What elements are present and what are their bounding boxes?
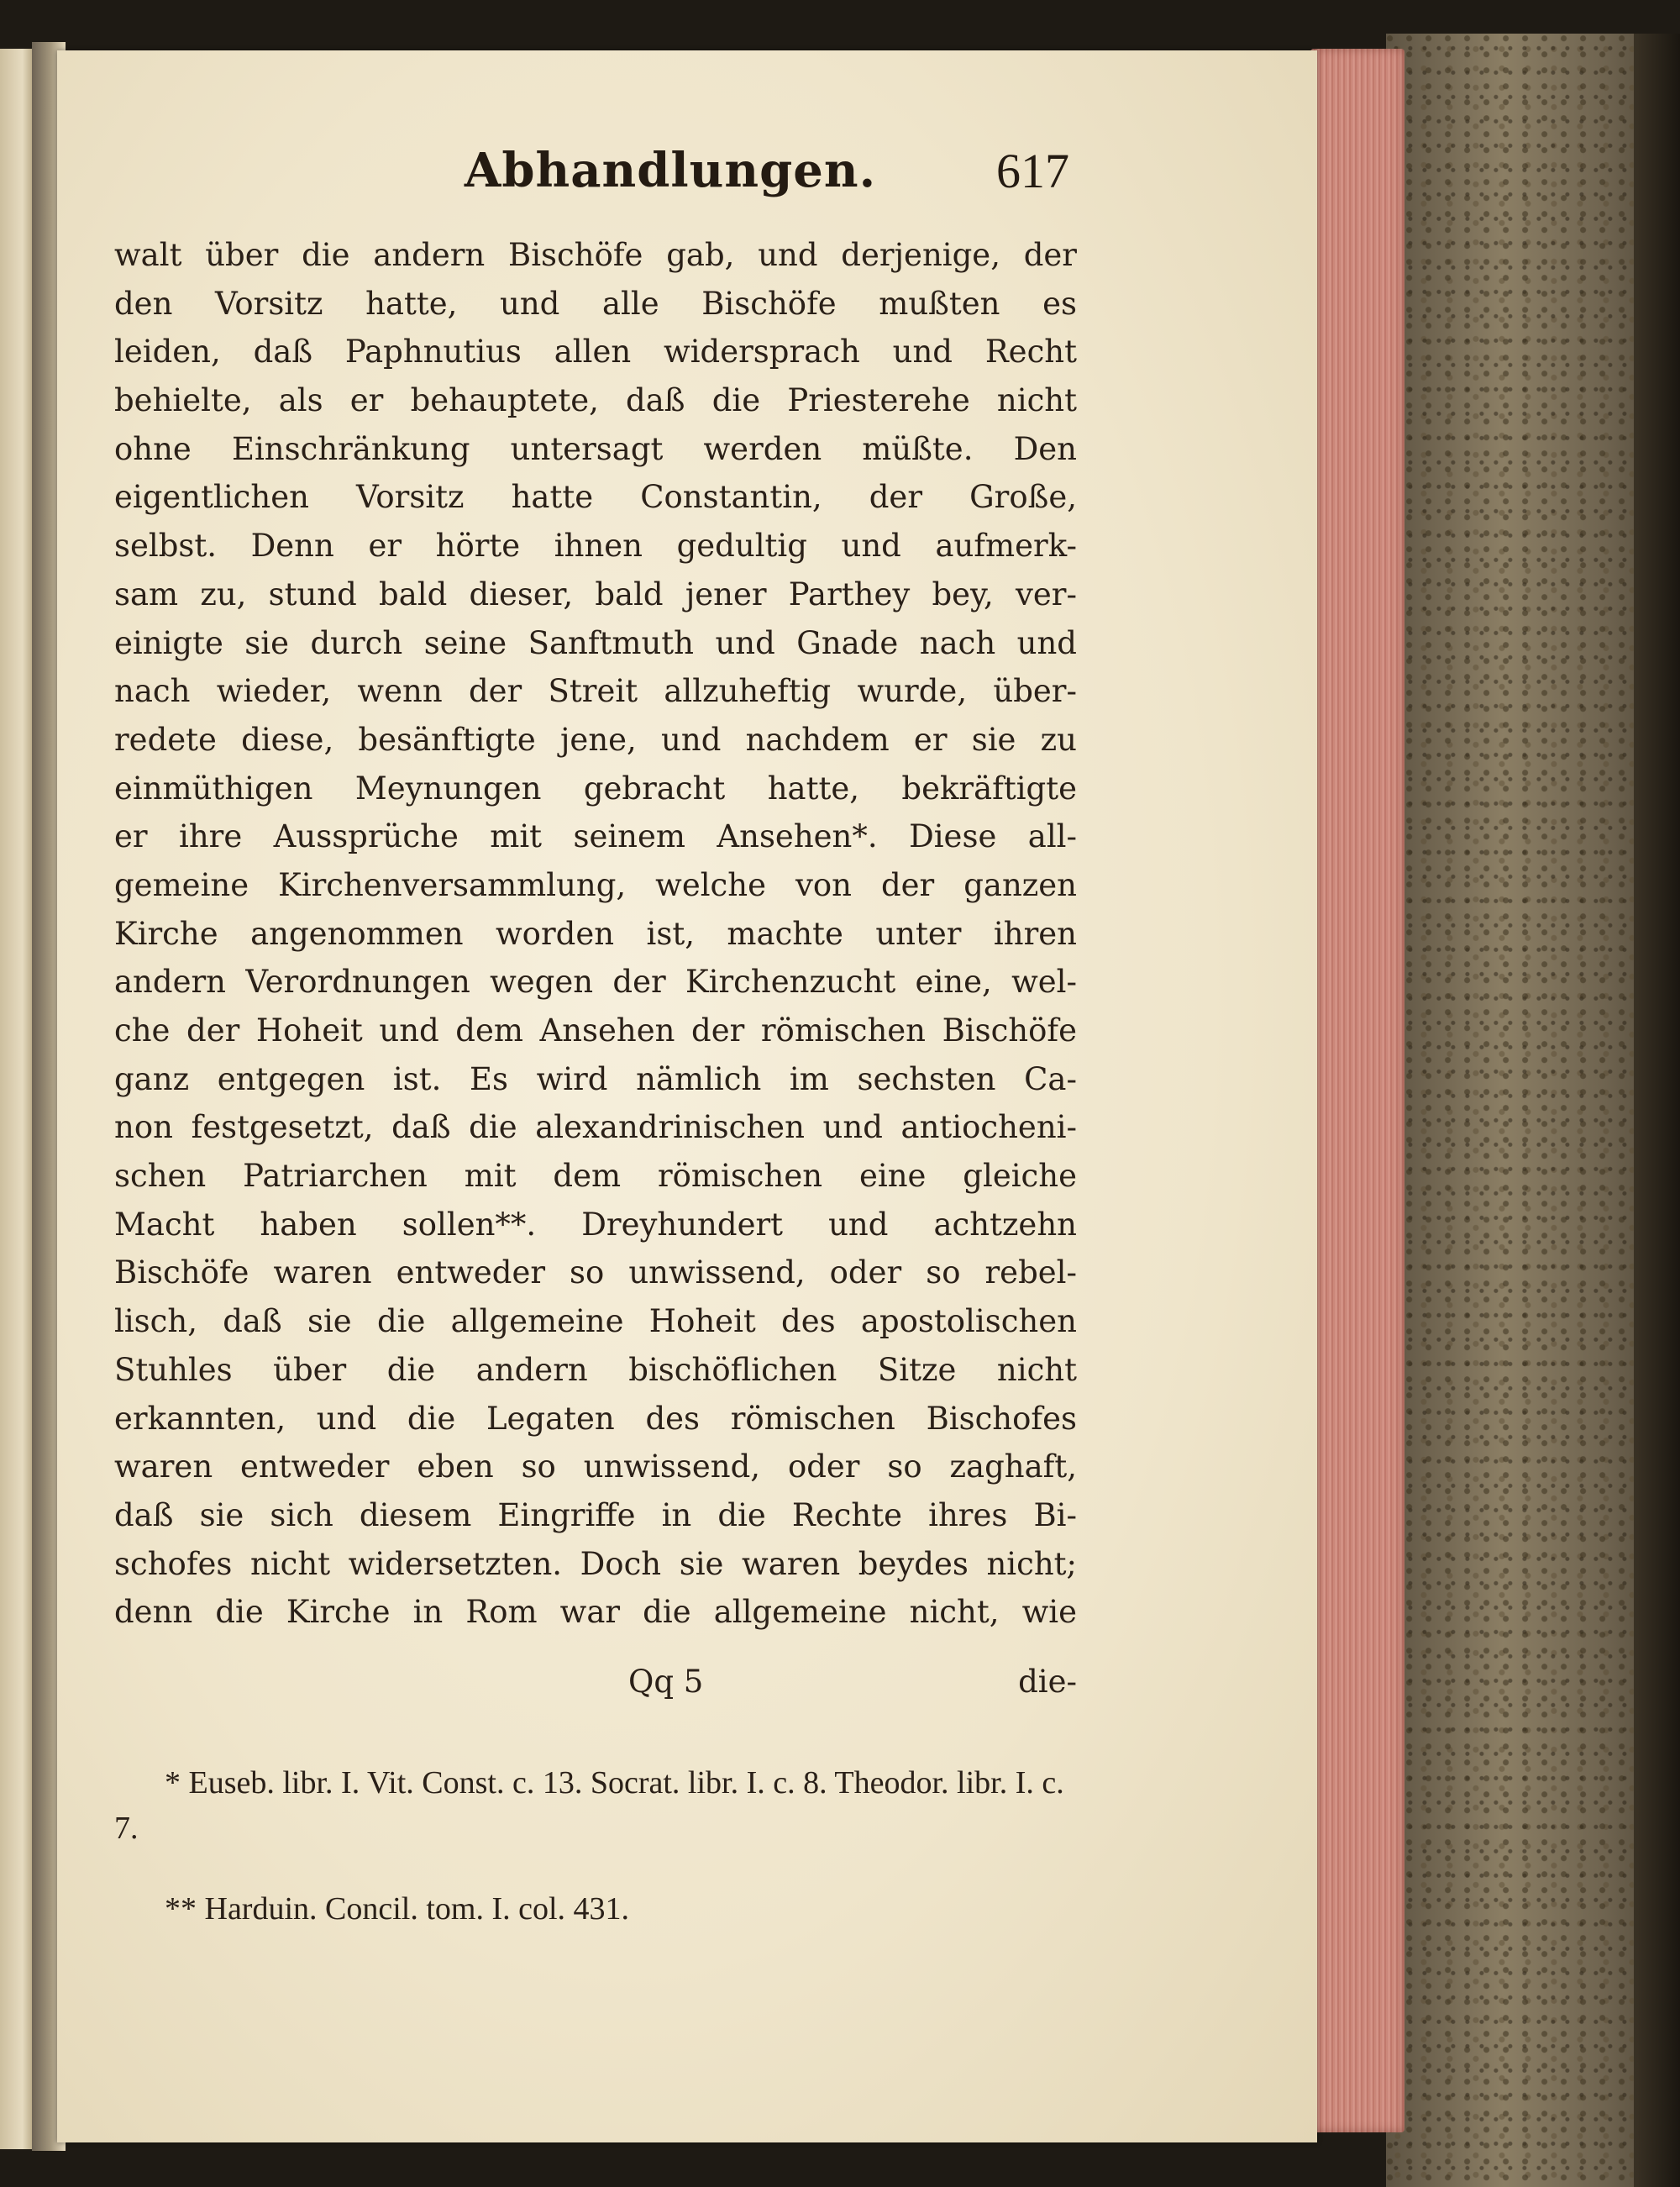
text-line: den Vorsitz hatte, und alle Bischöfe mußten es [114, 285, 1077, 322]
text-line: nach wieder, wenn der Streit allzuheftig wurde, über- [114, 673, 1077, 710]
text-line: ganz entgegen ist. Es wird nämlich im sechsten Ca- [114, 1060, 1077, 1097]
text-line: behielte, als er behauptete, daß die Priesterehe nicht [114, 382, 1077, 419]
cover-edge [1634, 34, 1680, 2187]
text-line: daß sie sich diesem Eingriffe in die Rechte ihres Bi- [114, 1496, 1077, 1533]
running-title: Abhandlungen. [464, 143, 877, 198]
text-line: erkannten, und die Legaten des römischen Bischofes [114, 1400, 1077, 1437]
text-line: Bischöfe waren entweder so unwissend, oder so rebel- [114, 1254, 1077, 1291]
text-line: che der Hoheit und dem Ansehen der römischen Bischöfe [114, 1012, 1077, 1049]
text-line: eigentlichen Vorsitz hatte Constantin, der Große, [114, 479, 1077, 516]
text-line: Stuhles über die andern bischöflichen Sitze nicht [114, 1351, 1077, 1388]
text-line: sam zu, stund bald dieser, bald jener Parthey bey, ver- [114, 576, 1077, 612]
text-line: denn die Kirche in Rom war die allgemeine nicht, wie [114, 1594, 1077, 1631]
text-line: ohne Einschränkung untersagt werden müßte. Den [114, 430, 1077, 467]
text-line: selbst. Denn er hörte ihnen gedultig und aufmerk- [114, 528, 1077, 565]
text-line: schen Patriarchen mit dem römischen eine gleiche [114, 1158, 1077, 1195]
page-number: 617 [996, 144, 1069, 198]
text-line: er ihre Aussprüche mit seinem Ansehen*. Diese all- [114, 818, 1077, 855]
catchword: die- [1018, 1664, 1077, 1700]
body-text [114, 231, 1077, 1637]
footnote-1: * Euseb. libr. I. Vit. Const. c. 13. Socrat. libr. I. c. 8. Theodor. libr. I. c. 7. [114, 1765, 1064, 1846]
signature-mark: Qq 5 [628, 1664, 704, 1700]
text-line: walt über die andern Bischöfe gab, und derjenige, der [114, 237, 1077, 273]
text-line: Macht haben sollen**. Dreyhundert und achtzehn [114, 1206, 1077, 1243]
text-line: gemeine Kirchenversammlung, welche von der ganzen [114, 866, 1077, 903]
text-line: schofes nicht widersetzten. Doch sie waren beydes nicht; [114, 1545, 1077, 1582]
text-line: Kirche angenommen worden ist, machte unter ihren [114, 915, 1077, 952]
red-page-edges [1310, 49, 1404, 2132]
facing-page-edge [0, 49, 32, 2149]
footnote-2: ** Harduin. Concil. tom. I. col. 431. [165, 1891, 630, 1927]
text-line: lisch, daß sie die allgemeine Hoheit des apostolischen [114, 1303, 1077, 1340]
page-header [57, 143, 1317, 235]
book-page [57, 50, 1317, 2142]
text-line: waren entweder eben so unwissend, oder so zaghaft, [114, 1448, 1077, 1485]
text-line: leiden, daß Paphnutius allen widersprach und Recht [114, 334, 1077, 371]
text-line: andern Verordnungen wegen der Kirchenzucht eine, wel- [114, 964, 1077, 1001]
text-line: einmüthigen Meynungen gebracht hatte, bekräftigte [114, 770, 1077, 807]
text-line: non festgesetzt, daß die alexandrinischen und antiocheni- [114, 1109, 1077, 1146]
signature-line [114, 1664, 1077, 1714]
text-line: redete diese, besänftigte jene, und nachdem er sie zu [114, 721, 1077, 758]
text-line: einigte sie durch seine Sanftmuth und Gnade nach und [114, 624, 1077, 661]
